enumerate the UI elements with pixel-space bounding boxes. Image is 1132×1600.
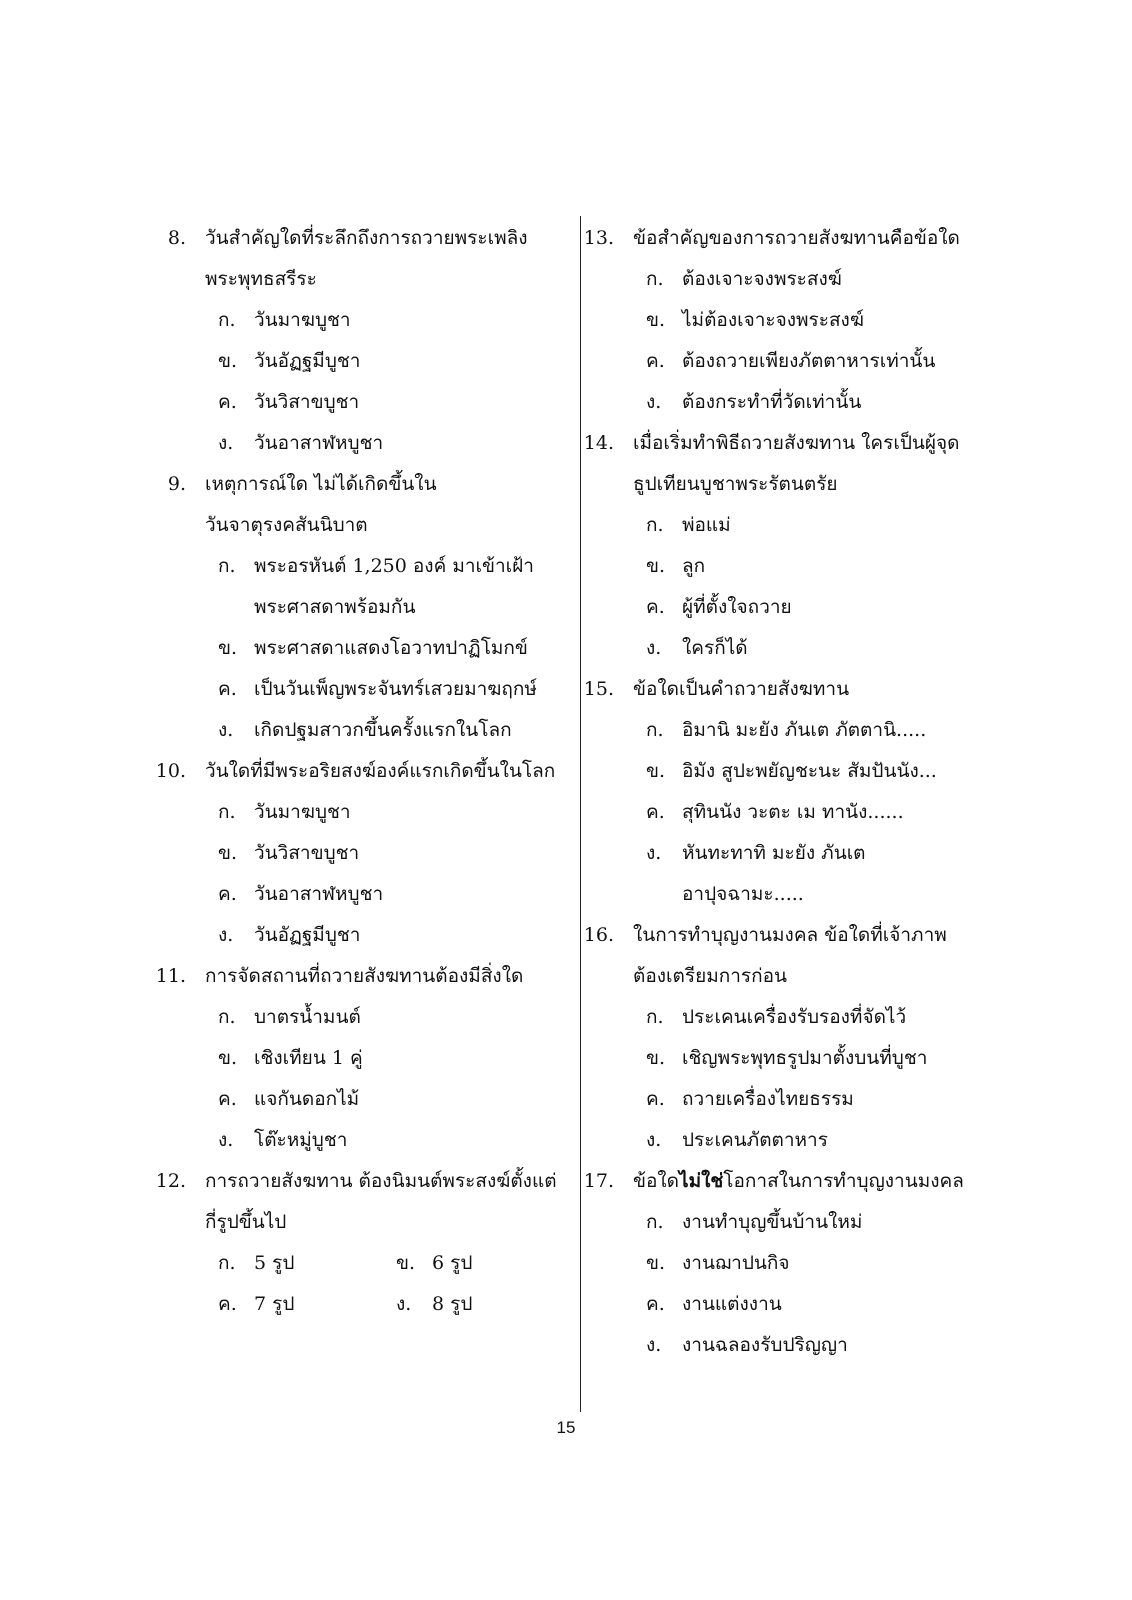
question-17 xyxy=(578,1161,998,1366)
question-10 xyxy=(150,751,570,956)
question-line xyxy=(150,218,570,259)
right-column xyxy=(578,218,998,1366)
question-12 xyxy=(150,1161,570,1325)
option-b xyxy=(150,628,570,669)
option-a xyxy=(150,792,570,833)
question-text-before: ข้อใด xyxy=(633,1170,680,1192)
option-d xyxy=(578,1120,998,1161)
page-number: 15 xyxy=(556,1418,576,1437)
option-text: ต้องถวายเพียงภัตตาหารเท่านั้น xyxy=(682,350,936,372)
option-text: ลูก xyxy=(682,555,706,577)
option-label: ง. xyxy=(646,637,662,659)
question-line xyxy=(578,1161,998,1202)
option-c xyxy=(578,587,998,628)
question-line xyxy=(150,259,570,300)
option-c xyxy=(578,341,998,382)
question-line xyxy=(578,423,998,464)
option-text: พ่อแม่ xyxy=(682,514,731,536)
question-9 xyxy=(150,464,570,751)
option-label: ก. xyxy=(218,801,236,823)
option-text: วันอาสาฬหบูชา xyxy=(254,883,384,905)
option-label: ง. xyxy=(218,1129,234,1151)
option-text: สุทินนัง วะตะ เม ทานัง...... xyxy=(682,801,904,823)
option-label: ง. xyxy=(218,924,234,946)
option-d xyxy=(150,710,570,751)
question-text: การจัดสถานที่ถวายสังฆทานต้องมีสิ่งใด xyxy=(205,965,524,987)
option-label: ง. xyxy=(218,432,234,454)
question-number: 17. xyxy=(583,1170,614,1192)
question-text: การถวายสังฆทาน ต้องนิมนต์พระสงฆ์ตั้งแต่ xyxy=(205,1170,557,1192)
option-text: เชิงเทียน 1 คู่ xyxy=(254,1047,363,1069)
question-number: 13. xyxy=(583,227,614,249)
option-text: วันอัฏฐมีบูชา xyxy=(254,350,361,372)
option-label: ข. xyxy=(218,842,238,864)
option-label: ก. xyxy=(646,1006,664,1028)
option-text: งานแต่งงาน xyxy=(682,1293,782,1315)
option-label: ง. xyxy=(396,1293,412,1315)
option-text: ต้องกระทำที่วัดเท่านั้น xyxy=(682,391,862,413)
option-row xyxy=(150,1243,570,1284)
question-line xyxy=(150,1161,570,1202)
question-13 xyxy=(578,218,998,423)
option-text: วันวิสาขบูชา xyxy=(254,842,360,864)
option-text: บาตรน้ำมนต์ xyxy=(254,1006,361,1028)
option-a xyxy=(578,1202,998,1243)
option-label: ค. xyxy=(646,1088,665,1110)
option-c xyxy=(150,669,570,710)
option-label: ข. xyxy=(396,1252,416,1274)
option-text: ไม่ต้องเจาะจงพระสงฆ์ xyxy=(682,309,864,331)
question-text: วันจาตุรงคสันนิบาต xyxy=(205,514,368,536)
option-label: ค. xyxy=(218,391,237,413)
option-b xyxy=(578,751,998,792)
question-line xyxy=(150,956,570,997)
option-label: ค. xyxy=(646,596,665,618)
option-label: ค. xyxy=(646,1293,665,1315)
question-text: วันสำคัญใดที่ระลึกถึงการถวายพระเพลิง xyxy=(205,227,528,249)
question-line xyxy=(578,956,998,997)
question-text-after: โอกาสในการทำบุญงานมงคล xyxy=(723,1170,964,1192)
option-d xyxy=(150,915,570,956)
option-b xyxy=(150,833,570,874)
question-number: 8. xyxy=(167,227,186,249)
option-label: ก. xyxy=(218,1006,236,1028)
question-text: ธูปเทียนบูชาพระรัตนตรัย xyxy=(633,473,838,495)
question-text: วันใดที่มีพระอริยสงฆ์องค์แรกเกิดขึ้นในโลก xyxy=(205,760,556,782)
option-label: ค. xyxy=(646,350,665,372)
option-b xyxy=(578,1038,998,1079)
question-16 xyxy=(578,915,998,1161)
option-b xyxy=(578,1243,998,1284)
question-text: พระพุทธสรีระ xyxy=(205,268,317,290)
option-text: อิมัง สูปะพยัญชะนะ สัมปันนัง... xyxy=(682,760,937,782)
option-text: วันวิสาขบูชา xyxy=(254,391,360,413)
option-label: ก. xyxy=(218,309,236,331)
option-a xyxy=(578,505,998,546)
option-text: งานทำบุญขึ้นบ้านใหม่ xyxy=(682,1211,863,1233)
option-label: ข. xyxy=(646,555,666,577)
option-text: ต้องเจาะจงพระสงฆ์ xyxy=(682,268,842,290)
option-label: ก. xyxy=(646,719,664,741)
option-text: พระศาสดาแสดงโอวาทปาฏิโมกข์ xyxy=(254,637,528,659)
question-line xyxy=(150,1202,570,1243)
option-label: ข. xyxy=(646,1252,666,1274)
option-label: ง. xyxy=(646,1334,662,1356)
option-text: หันทะทาทิ มะยัง ภันเต xyxy=(682,842,866,864)
option-text: 5 รูป xyxy=(254,1252,295,1274)
question-line xyxy=(578,669,998,710)
option-text: เชิญพระพุทธรูปมาตั้งบนที่บูชา xyxy=(682,1047,928,1069)
option-d xyxy=(150,1120,570,1161)
option-label: ก. xyxy=(218,555,236,577)
option-d xyxy=(578,833,998,874)
question-11 xyxy=(150,956,570,1161)
option-text: ผู้ที่ตั้งใจถวาย xyxy=(682,596,792,618)
question-number: 11. xyxy=(155,965,186,987)
option-label: ง. xyxy=(646,391,662,413)
option-label: ข. xyxy=(646,1047,666,1069)
option-text: วันมาฆบูชา xyxy=(254,801,351,823)
option-row xyxy=(150,1284,570,1325)
option-text: พระศาสดาพร้อมกัน xyxy=(254,596,416,618)
option-text: ประเคนภัตตาหาร xyxy=(682,1129,828,1151)
left-column xyxy=(150,218,570,1325)
option-b xyxy=(578,546,998,587)
option-label: ก. xyxy=(646,268,664,290)
option-a xyxy=(150,300,570,341)
question-text: ข้อใดเป็นคำถวายสังฆทาน xyxy=(633,678,850,700)
option-text: วันอัฏฐมีบูชา xyxy=(254,924,361,946)
option-text: อิมานิ มะยัง ภันเต ภัตตานิ..... xyxy=(682,719,927,741)
option-c xyxy=(578,1284,998,1325)
question-text: ในการทำบุญงานมงคล ข้อใดที่เจ้าภาพ xyxy=(633,924,947,946)
option-d xyxy=(150,423,570,464)
option-c xyxy=(150,874,570,915)
option-label: ค. xyxy=(646,801,665,823)
option-label: ค. xyxy=(218,883,237,905)
option-text: เกิดปฐมสาวกขึ้นครั้งแรกในโลก xyxy=(254,719,512,741)
option-c xyxy=(578,1079,998,1120)
option-continuation xyxy=(578,874,998,915)
option-a xyxy=(150,997,570,1038)
option-a xyxy=(578,259,998,300)
option-label: ค. xyxy=(218,678,237,700)
option-c xyxy=(150,1079,570,1120)
option-label: ค. xyxy=(218,1088,237,1110)
option-text: วันอาสาฬหบูชา xyxy=(254,432,384,454)
option-text: งานฉลองรับปริญญา xyxy=(682,1334,848,1356)
option-text: โต๊ะหมู่บูชา xyxy=(254,1129,348,1151)
option-d xyxy=(578,382,998,423)
question-8 xyxy=(150,218,570,464)
option-text: พระอรหันต์ 1,250 องค์ มาเข้าเฝ้า xyxy=(254,555,534,577)
question-text: ข้อสำคัญของการถวายสังฆทานคือข้อใด xyxy=(633,227,960,249)
option-text: วันมาฆบูชา xyxy=(254,309,351,331)
option-label: ก. xyxy=(646,1211,664,1233)
option-label: ก. xyxy=(646,514,664,536)
option-b xyxy=(578,300,998,341)
option-label: ง. xyxy=(646,1129,662,1151)
option-label: ข. xyxy=(646,760,666,782)
question-line xyxy=(578,218,998,259)
option-text: ประเคนเครื่องรับรองที่จัดไว้ xyxy=(682,1006,907,1028)
question-text: เหตุการณ์ใด ไม่ได้เกิดขึ้นใน xyxy=(205,473,437,495)
question-text-negation: ไม่ใช่ xyxy=(679,1170,724,1192)
option-label: ง. xyxy=(218,719,234,741)
option-text: 7 รูป xyxy=(254,1293,295,1315)
option-c xyxy=(150,382,570,423)
question-15 xyxy=(578,669,998,915)
option-text: อาปุจฉามะ..... xyxy=(682,883,804,905)
option-text: งานฌาปนกิจ xyxy=(682,1252,790,1274)
question-line xyxy=(150,751,570,792)
question-number: 14. xyxy=(583,432,614,454)
question-number: 16. xyxy=(583,924,614,946)
question-line xyxy=(150,464,570,505)
option-label: ข. xyxy=(218,637,238,659)
option-label: ข. xyxy=(646,309,666,331)
question-text: กี่รูปขึ้นไป xyxy=(205,1211,287,1233)
question-line xyxy=(578,915,998,956)
option-text: ถวายเครื่องไทยธรรม xyxy=(682,1088,854,1110)
option-d xyxy=(578,628,998,669)
option-label: ข. xyxy=(218,350,238,372)
option-text: 6 รูป xyxy=(432,1252,473,1274)
option-label: ก. xyxy=(218,1252,236,1274)
option-a xyxy=(150,546,570,587)
option-text: ใครก็ได้ xyxy=(682,637,748,659)
option-b xyxy=(150,1038,570,1079)
question-number: 15. xyxy=(583,678,614,700)
option-a xyxy=(578,710,998,751)
option-d xyxy=(578,1325,998,1366)
option-text: 8 รูป xyxy=(432,1293,473,1315)
option-b xyxy=(150,341,570,382)
option-label: ง. xyxy=(646,842,662,864)
question-number: 9. xyxy=(167,473,186,495)
question-text: เมื่อเริ่มทำพิธีถวายสังฆทาน ใครเป็นผู้จุด xyxy=(633,432,960,454)
option-continuation xyxy=(150,587,570,628)
question-14 xyxy=(578,423,998,669)
question-line xyxy=(578,464,998,505)
option-text: แจกันดอกไม้ xyxy=(254,1088,360,1110)
question-text: ต้องเตรียมการก่อน xyxy=(633,965,788,987)
option-a xyxy=(578,997,998,1038)
question-number: 10. xyxy=(155,760,186,782)
question-text xyxy=(633,1161,964,1202)
option-label: ค. xyxy=(218,1293,237,1315)
question-line xyxy=(150,505,570,546)
question-number: 12. xyxy=(155,1170,186,1192)
option-label: ข. xyxy=(218,1047,238,1069)
option-c xyxy=(578,792,998,833)
option-text: เป็นวันเพ็ญพระจันทร์เสวยมาฆฤกษ์ xyxy=(254,678,537,700)
